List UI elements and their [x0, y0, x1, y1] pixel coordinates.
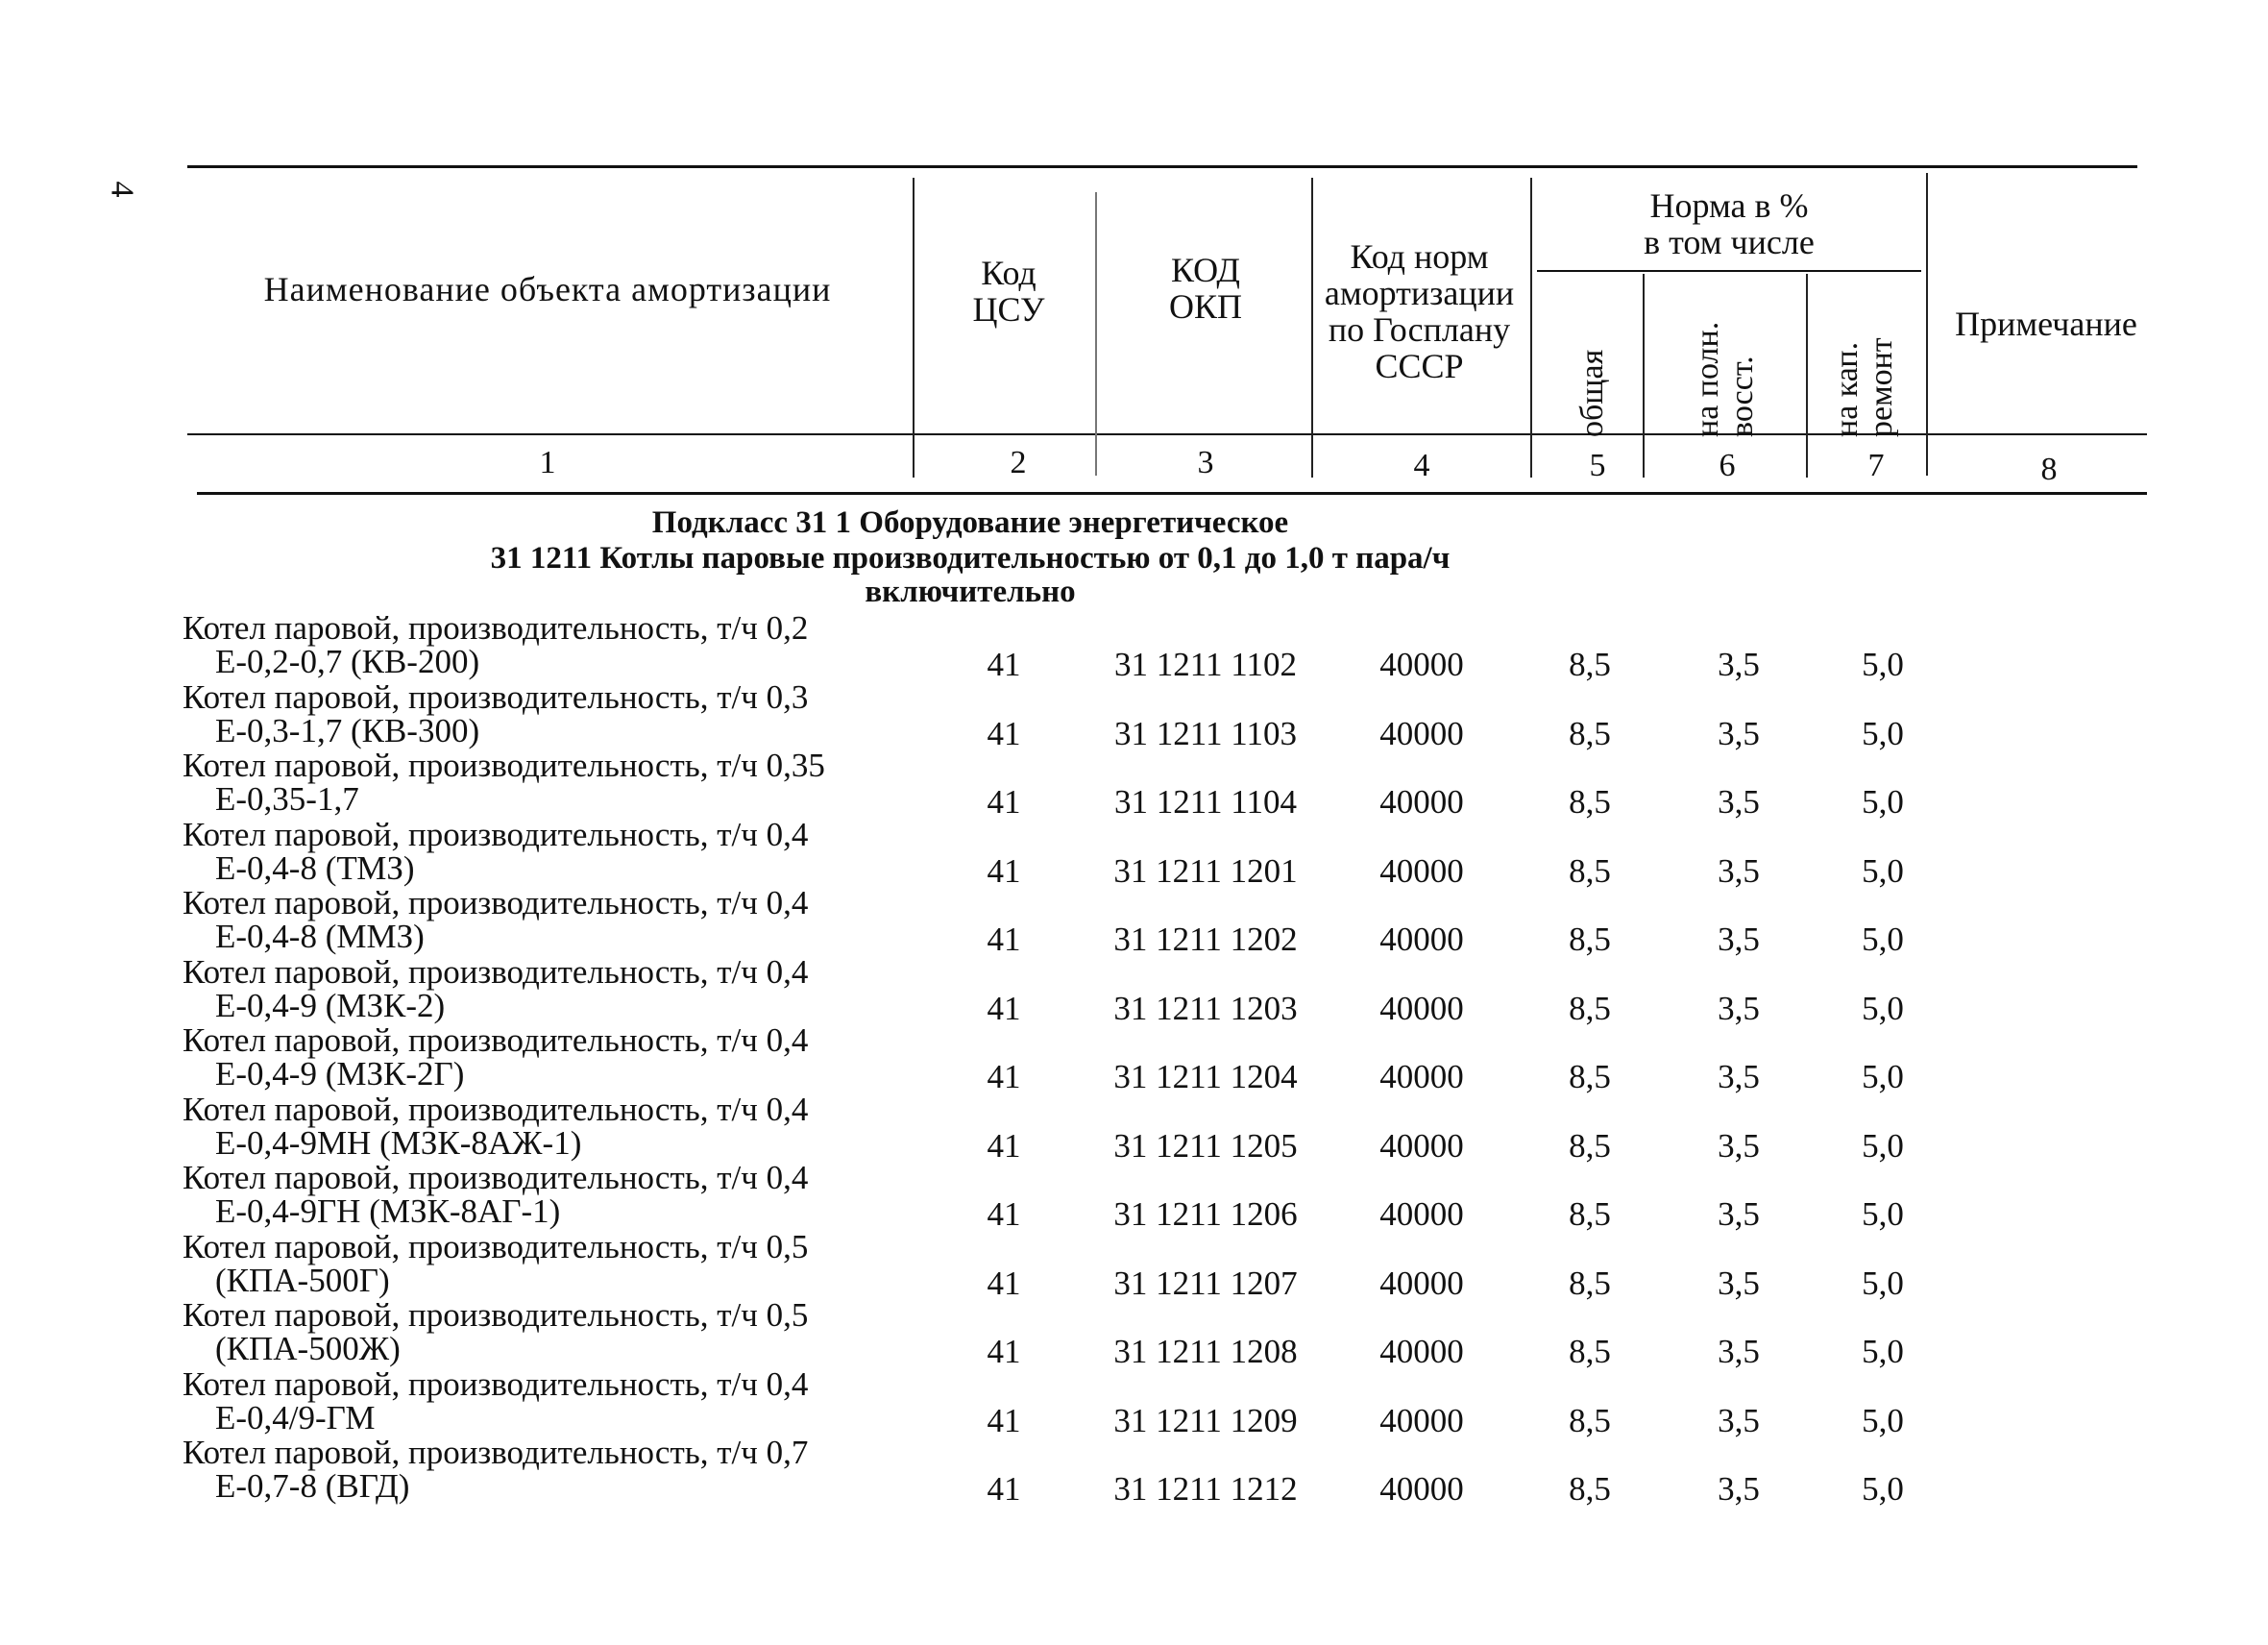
norm-capital-repair: 5,0 — [1862, 1195, 1904, 1233]
norm-capital-repair: 5,0 — [1862, 1126, 1904, 1165]
group-heading-line1: 31 1211 Котлы паровые производительностью от 0,1 до 1,0 т пара/ч — [490, 541, 1451, 576]
csu-code: 41 — [987, 1058, 1021, 1095]
page-number: 4 — [104, 181, 140, 198]
table-row — [0, 815, 2268, 890]
okp-code: 31 1211 1208 — [1113, 1333, 1298, 1370]
csu-code: 41 — [987, 783, 1021, 821]
norm-code: 40000 — [1379, 1264, 1464, 1302]
norm-total: 8,5 — [1569, 989, 1611, 1027]
col-divider-1 — [913, 178, 915, 478]
okp-code: 31 1211 1209 — [1113, 1401, 1298, 1439]
norm-full-restoration: 3,5 — [1718, 1264, 1760, 1302]
norm-code: 40000 — [1379, 714, 1464, 752]
norm-capital-repair: 5,0 — [1862, 989, 1904, 1027]
csu-code: 41 — [987, 1126, 1021, 1165]
norm-total: 8,5 — [1569, 1470, 1611, 1508]
csu-code: 41 — [987, 1195, 1021, 1233]
csu-code: 41 — [987, 921, 1021, 958]
norm-full-restoration: 3,5 — [1718, 1470, 1760, 1508]
object-name: Котел паровой, производительность, т/ч 0,4 Е-0,4-8 (ТМЗ) — [183, 815, 809, 887]
group-heading-line2: включительно — [865, 575, 1076, 609]
norm-capital-repair: 5,0 — [1862, 1401, 1904, 1439]
norm-full-restoration: 3,5 — [1718, 1333, 1760, 1370]
table-row — [0, 1023, 2268, 1093]
norm-total: 8,5 — [1569, 1333, 1611, 1370]
csu-code: 41 — [987, 851, 1021, 890]
okp-code: 31 1211 1103 — [1114, 714, 1297, 752]
okp-code: 31 1211 1201 — [1113, 851, 1298, 890]
object-name: Котел паровой, производительность, т/ч 0,4 Е-0,4-9ГН (МЗК-8АГ-1) — [183, 1159, 809, 1230]
object-name: Котел паровой, производительность, т/ч 0,4 Е-0,4-9МН (МЗК-8АЖ-1) — [183, 1090, 809, 1162]
norm-code: 40000 — [1379, 1126, 1464, 1165]
norm-total: 8,5 — [1569, 714, 1611, 752]
header-col8: Примечание — [1955, 305, 2137, 343]
norm-full-restoration: 3,5 — [1718, 1195, 1760, 1233]
norm-code: 40000 — [1379, 1470, 1464, 1508]
okp-code: 31 1211 1102 — [1114, 646, 1297, 683]
column-number-3: 3 — [1197, 445, 1214, 480]
norm-total: 8,5 — [1569, 1401, 1611, 1439]
norm-capital-repair: 5,0 — [1862, 714, 1904, 752]
okp-code: 31 1211 1212 — [1113, 1470, 1298, 1508]
norm-code: 40000 — [1379, 646, 1464, 683]
okp-code: 31 1211 1202 — [1113, 921, 1298, 958]
table-row — [0, 609, 2268, 683]
header-col4: Код норм амортизации по Госплану СССР — [1324, 237, 1515, 385]
table-row — [0, 1296, 2268, 1370]
norm-total: 8,5 — [1569, 851, 1611, 890]
col-divider-6 — [1806, 274, 1808, 478]
table-row — [0, 1227, 2268, 1302]
norm-total: 8,5 — [1569, 1195, 1611, 1233]
header-col1: Наименование объекта амортизации — [263, 270, 832, 308]
col-divider-2 — [1095, 192, 1097, 476]
column-number-7: 7 — [1867, 448, 1885, 483]
object-name: Котел паровой, производительность, т/ч 0,5 (КПА-500Ж) — [183, 1296, 809, 1367]
okp-code: 31 1211 1104 — [1114, 783, 1297, 821]
numbers-bottom-rule — [197, 492, 2147, 495]
norm-code: 40000 — [1379, 1333, 1464, 1370]
column-number-2: 2 — [1010, 445, 1027, 480]
table-row — [0, 952, 2268, 1027]
norm-full-restoration: 3,5 — [1718, 1126, 1760, 1165]
table-row — [0, 1159, 2268, 1233]
table-body — [0, 609, 2268, 1508]
top-rule — [187, 165, 2137, 168]
table-row — [0, 747, 2268, 821]
okp-code: 31 1211 1203 — [1113, 989, 1298, 1027]
object-name: Котел паровой, производительность, т/ч 0,4 Е-0,4-9 (МЗК-2) — [183, 952, 809, 1024]
csu-code: 41 — [987, 646, 1021, 683]
table-row — [0, 1090, 2268, 1165]
object-name: Котел паровой, производительность, т/ч 0,35 Е-0,35-1,7 — [183, 747, 825, 818]
column-number-6: 6 — [1719, 448, 1736, 483]
norm-code: 40000 — [1379, 921, 1464, 958]
table-row — [0, 884, 2268, 958]
norm-capital-repair: 5,0 — [1862, 646, 1904, 683]
object-name: Котел паровой, производительность, т/ч 0,3 Е-0,3-1,7 (КВ-300) — [183, 677, 809, 749]
header-col7: на кап. ремонт — [1829, 337, 1899, 437]
subclass-heading: Подкласс 31 1 Оборудование энергетическое — [651, 505, 1289, 540]
norm-code: 40000 — [1379, 1401, 1464, 1439]
norm-total: 8,5 — [1569, 1264, 1611, 1302]
norm-capital-repair: 5,0 — [1862, 783, 1904, 821]
norm-full-restoration: 3,5 — [1718, 921, 1760, 958]
norm-total: 8,5 — [1569, 921, 1611, 958]
csu-code: 41 — [987, 1264, 1021, 1302]
okp-code: 31 1211 1206 — [1113, 1195, 1298, 1233]
column-number-5: 5 — [1589, 448, 1606, 483]
object-name: Котел паровой, производительность, т/ч 0,4 Е-0,4-8 (ММЗ) — [183, 884, 809, 955]
table-row — [0, 677, 2268, 752]
norm-code: 40000 — [1379, 783, 1464, 821]
object-name: Котел паровой, производительность, т/ч 0,2 Е-0,2-0,7 (КВ-200) — [183, 609, 809, 680]
norm-full-restoration: 3,5 — [1718, 1401, 1760, 1439]
header-col6: на полн. восст. — [1690, 321, 1760, 437]
csu-code: 41 — [987, 1333, 1021, 1370]
csu-code: 41 — [987, 1470, 1021, 1508]
norm-full-restoration: 3,5 — [1718, 1058, 1760, 1095]
csu-code: 41 — [987, 714, 1021, 752]
norm-capital-repair: 5,0 — [1862, 1333, 1904, 1370]
norm-capital-repair: 5,0 — [1862, 1470, 1904, 1508]
norm-full-restoration: 3,5 — [1718, 646, 1760, 683]
norm-full-restoration: 3,5 — [1718, 851, 1760, 890]
norm-total: 8,5 — [1569, 1126, 1611, 1165]
norm-full-restoration: 3,5 — [1718, 989, 1760, 1027]
table-row — [0, 1364, 2268, 1439]
norm-code: 40000 — [1379, 1058, 1464, 1095]
norm-total: 8,5 — [1569, 646, 1611, 683]
object-name: Котел паровой, производительность, т/ч 0,4 Е-0,4-9 (МЗК-2Г) — [183, 1021, 809, 1093]
header-col2: Код ЦСУ — [972, 254, 1045, 329]
norm-code: 40000 — [1379, 851, 1464, 890]
norm-full-restoration: 3,5 — [1718, 783, 1760, 821]
column-number-8: 8 — [2040, 452, 2058, 487]
header-col3: КОД ОКП — [1168, 251, 1242, 326]
object-name: Котел паровой, производительность, т/ч 0,4 Е-0,4/9-ГМ — [183, 1364, 809, 1436]
norm-capital-repair: 5,0 — [1862, 1058, 1904, 1095]
norm-capital-repair: 5,0 — [1862, 851, 1904, 890]
csu-code: 41 — [987, 989, 1021, 1027]
column-number-1: 1 — [539, 445, 556, 480]
csu-code: 41 — [987, 1401, 1021, 1439]
col-divider-7 — [1926, 173, 1928, 476]
norm-total: 8,5 — [1569, 783, 1611, 821]
header-col5: общая — [1574, 349, 1610, 437]
col-divider-5 — [1643, 274, 1645, 478]
norm-group-rule — [1537, 270, 1921, 272]
okp-code: 31 1211 1205 — [1113, 1126, 1298, 1165]
table-row — [0, 1434, 2268, 1508]
norm-total: 8,5 — [1569, 1058, 1611, 1095]
object-name: Котел паровой, производительность, т/ч 0,5 (КПА-500Г) — [183, 1227, 809, 1299]
okp-code: 31 1211 1207 — [1113, 1264, 1298, 1302]
norm-full-restoration: 3,5 — [1718, 714, 1760, 752]
norm-capital-repair: 5,0 — [1862, 1264, 1904, 1302]
norm-code: 40000 — [1379, 1195, 1464, 1233]
norm-capital-repair: 5,0 — [1862, 921, 1904, 958]
column-number-4: 4 — [1413, 448, 1430, 483]
header-norm-group: Норма в % в том числе — [1644, 186, 1815, 261]
norm-code: 40000 — [1379, 989, 1464, 1027]
object-name: Котел паровой, производительность, т/ч 0,7 Е-0,7-8 (ВГД) — [183, 1434, 809, 1505]
okp-code: 31 1211 1204 — [1113, 1058, 1298, 1095]
